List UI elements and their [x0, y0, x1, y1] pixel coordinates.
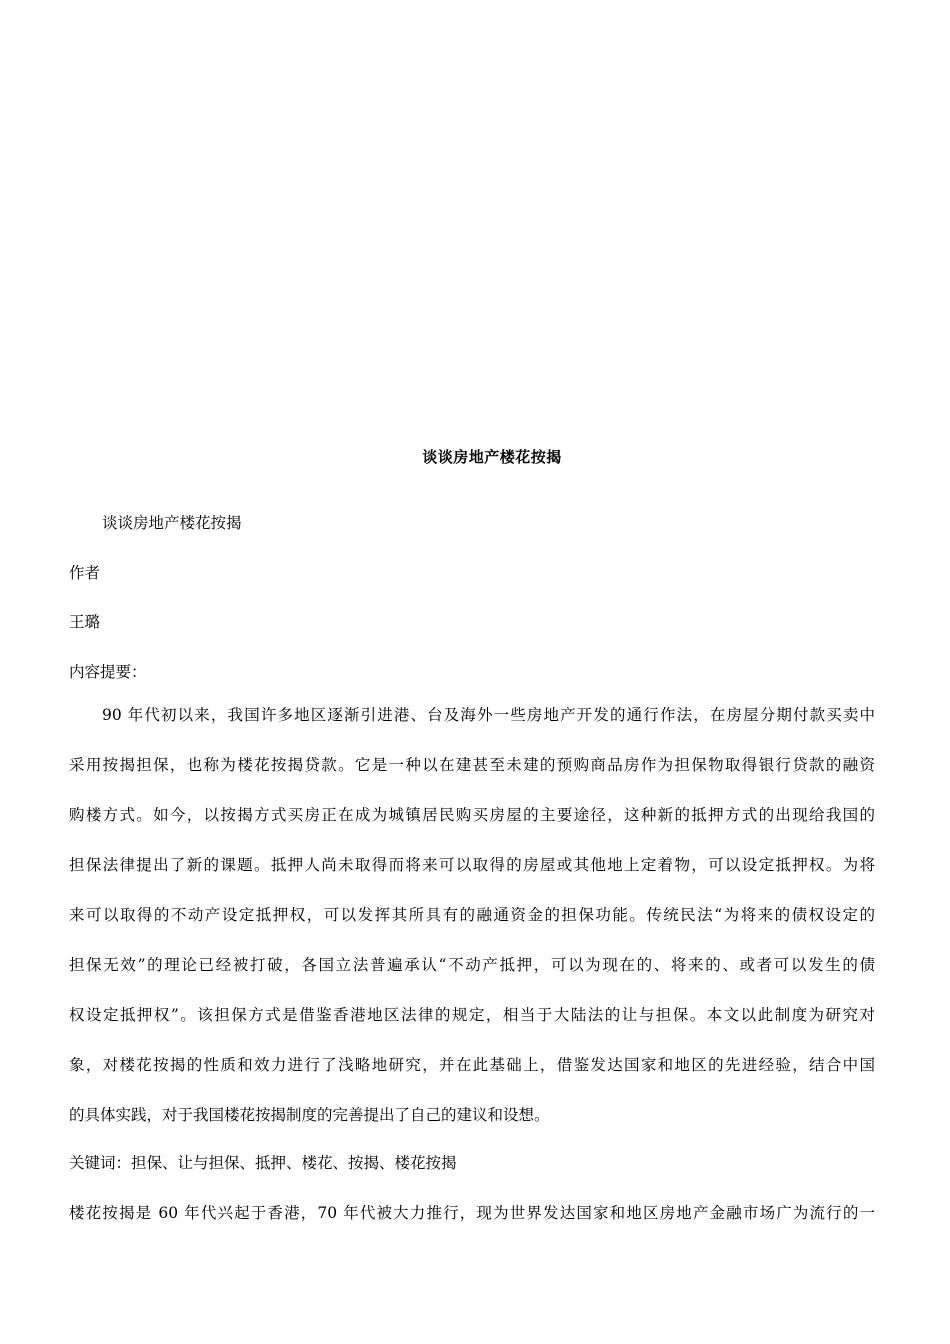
summary-line: 购楼方式。如今，以按揭方式买房正在成为城镇居民购买房屋的主要途径，这种新的抵押方式的出现给我国的	[69, 806, 875, 824]
summary-line: 90 年代初以来，我国许多地区逐渐引进港、台及海外一些房地产开发的通行作法，在房屋分期付款买卖中	[102, 706, 875, 724]
document-subtitle: 谈谈房地产楼花按揭	[102, 514, 242, 532]
summary-line: 采用按揭担保，也称为楼花按揭贷款。它是一种以在建甚至未建的预购商品房作为担保物取得银行贷款的融资	[69, 756, 875, 774]
summary-line: 象，对楼花按揭的性质和效力进行了浅略地研究，并在此基础上，借鉴发达国家和地区的先进经验，结合中国	[69, 1056, 875, 1074]
summary-paragraph	[69, 703, 875, 1153]
document-title: 谈谈房地产楼花按揭	[422, 448, 562, 466]
summary-line: 的具体实践，对于我国楼花按揭制度的完善提出了自己的建议和设想。	[69, 1106, 550, 1124]
summary-label: 内容提要：	[69, 663, 147, 681]
summary-line: 担保无效”的理论已经被打破，各国立法普遍承认“不动产抵押，可以为现在的、将来的、或者可以发生的债	[69, 956, 875, 974]
summary-line: 权设定抵押权”。该担保方式是借鉴香港地区法律的规定，相当于大陆法的让与担保。本文以此制度为研究对	[69, 1006, 875, 1024]
author-label: 作者	[69, 564, 101, 582]
summary-line: 来可以取得的不动产设定抵押权，可以发挥其所具有的融通资金的担保功能。传统民法“为将来的债权设定的	[69, 906, 875, 924]
summary-line: 担保法律提出了新的课题。抵押人尚未取得而将来可以取得的房屋或其他地上定着物，可以设定抵押权。为将	[69, 856, 875, 874]
author-name: 王璐	[69, 613, 101, 631]
keywords-line: 关键词：担保、让与担保、抵押、楼花、按揭、楼花按揭	[69, 1154, 457, 1172]
body-text-line: 楼花按揭是 60 年代兴起于香港，70 年代被大力推行，现为世界发达国家和地区房地产金融市场广为流行的一	[69, 1204, 875, 1222]
